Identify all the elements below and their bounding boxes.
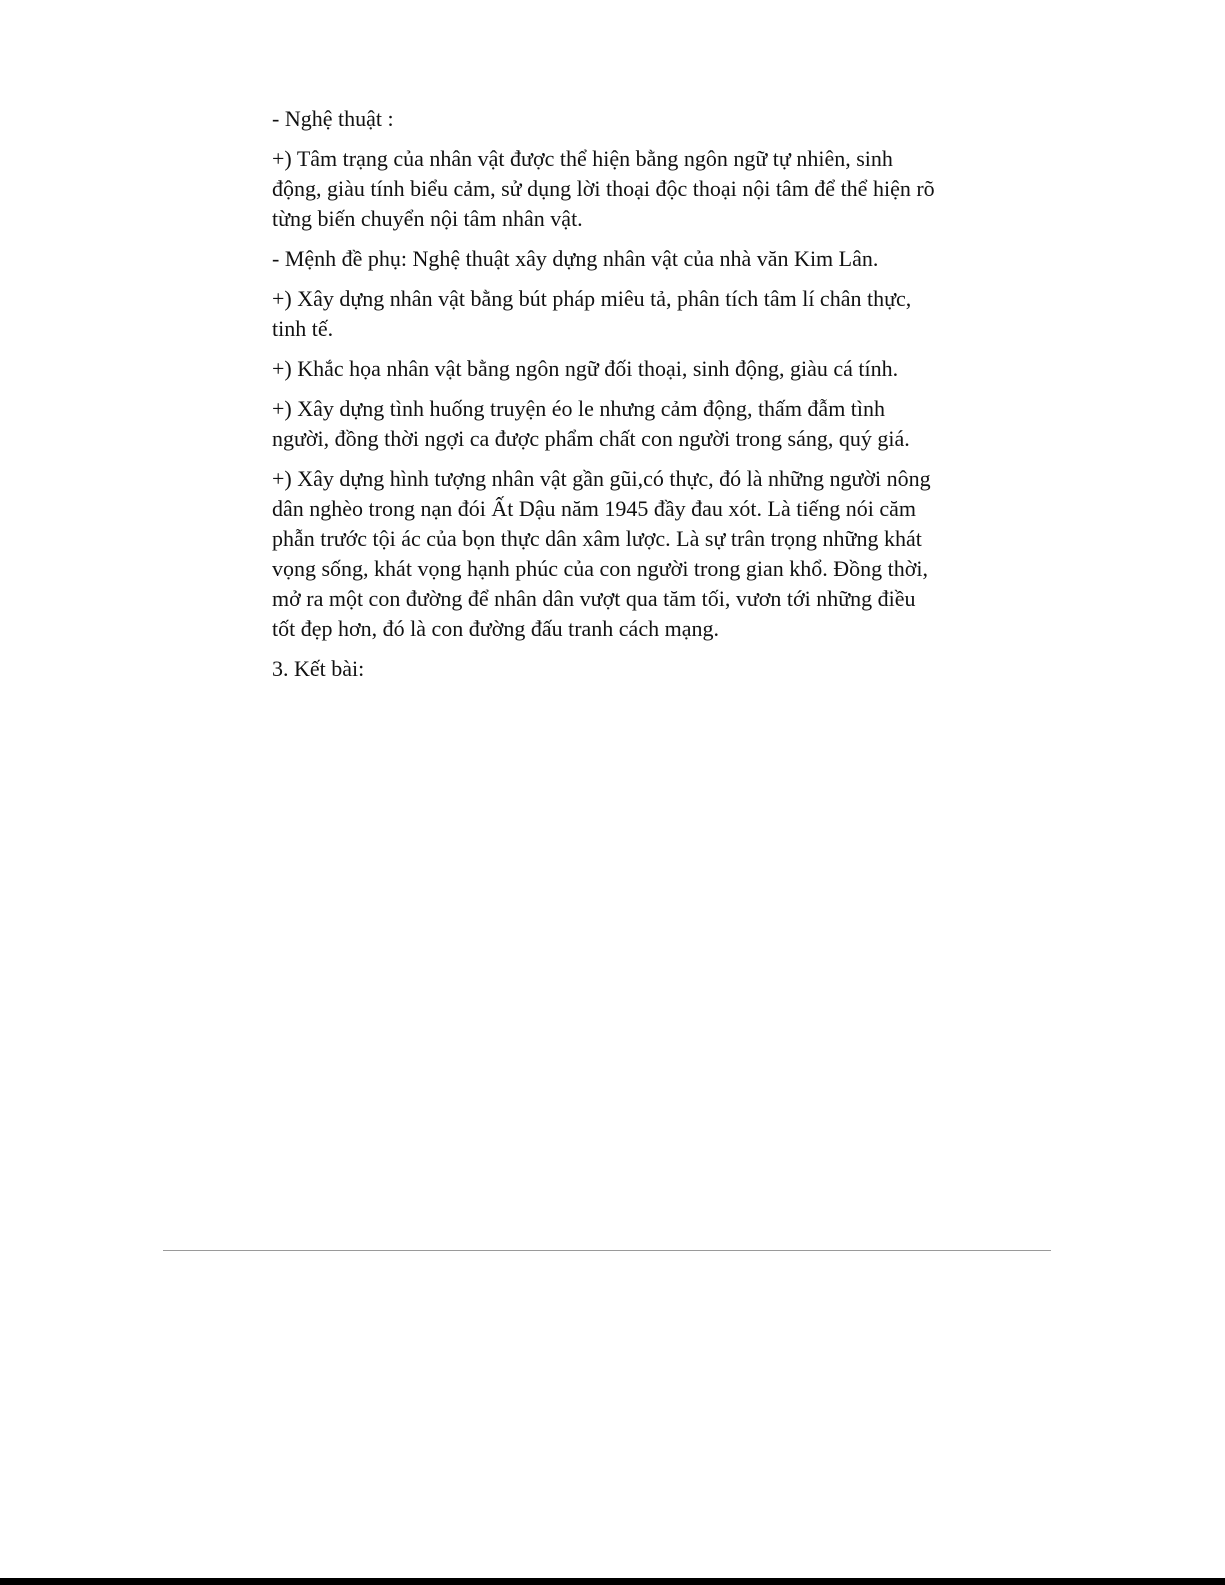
paragraph-character-image: +) Xây dựng hình tượng nhân vật gần gũi,có thực, đó là những người nông dân nghèo trong nạn đói Ất Dậu năm 1945 đầy đau xót. Là tiếng nói căm phẫn trước tội ác của bọn thực dân xâm lược. Là sự trân trọng những khát vọng sống, khát vọng hạnh phúc của con người trong gian khổ. Đồng thời, mở ra một con đường để nhân dân vượt qua tăm tối, vươn tới những điều tốt đẹp hơn, đó là con đường đấu tranh cách mạng. — [272, 466, 931, 641]
paragraph-art-heading: - Nghệ thuật : — [272, 106, 394, 131]
page-bottom-edge — [0, 1578, 1225, 1585]
document-body — [272, 104, 944, 694]
paragraph-dialogue-technique: +) Khắc họa nhân vật bằng ngôn ngữ đối thoại, sinh động, giàu cá tính. — [272, 356, 899, 381]
paragraph-character-mood: +) Tâm trạng của nhân vật được thể hiện bằng ngôn ngữ tự nhiên, sinh động, giàu tính biểu cảm, sử dụng lời thoại độc thoại nội tâm để thể hiện rõ từng biến chuyển nội tâm nhân vật. — [272, 146, 935, 231]
paragraph-conclusion-heading: 3. Kết bài: — [272, 656, 365, 681]
paragraph-sub-clause: - Mệnh đề phụ: Nghệ thuật xây dựng nhân vật của nhà văn Kim Lân. — [272, 246, 879, 271]
footer-divider — [163, 1250, 1051, 1251]
paragraph-description-technique: +) Xây dựng nhân vật bằng bút pháp miêu tả, phân tích tâm lí chân thực, tinh tế. — [272, 286, 912, 341]
paragraph-story-situation: +) Xây dựng tình huống truyện éo le nhưng cảm động, thấm đẫm tình người, đồng thời ngợi ca được phẩm chất con người trong sáng, quý giá. — [272, 396, 910, 451]
